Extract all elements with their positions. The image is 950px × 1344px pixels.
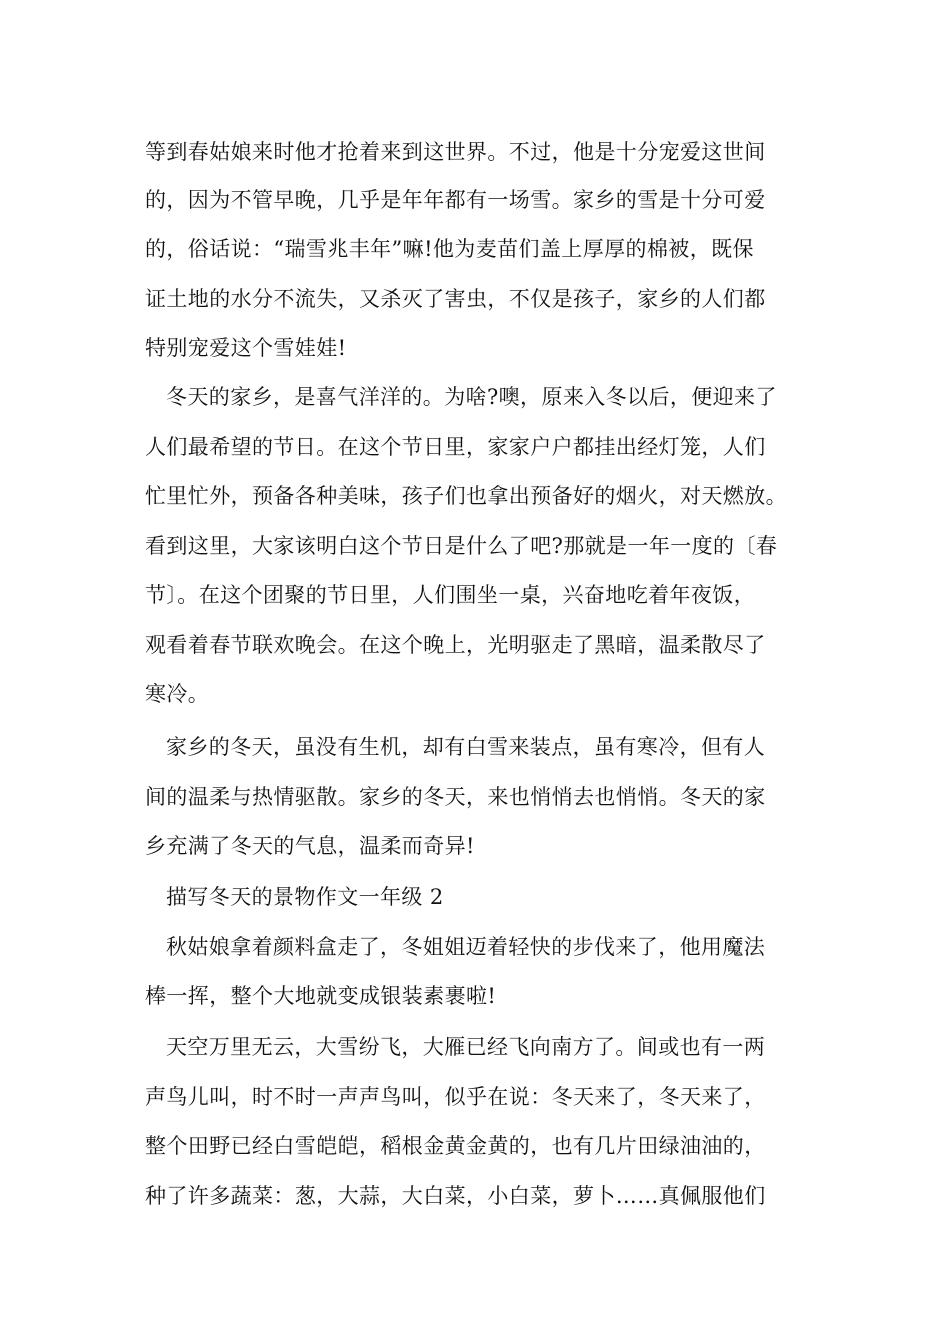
text-line: 家乡的冬天，虽没有生机，却有白雪来装点，虽有寒冷，但有人 xyxy=(166,735,766,759)
text-line: 节〕。在这个团聚的节日里，人们围坐一桌，兴奋地吃着年夜饭， xyxy=(145,583,756,607)
text-line: 整个田野已经白雪皑皑，稻根金黄金黄的，也有几片田绿油油的， xyxy=(145,1134,766,1158)
text-line: 等到春姑娘来时他才抢着来到这世界。不过，他是十分宠爱这世间 xyxy=(145,140,766,164)
text-line: 乡充满了冬天的气息，温柔而奇异! xyxy=(145,834,475,858)
text-line: 看到这里，大家该明白这个节日是什么了吧?那就是一年一度的〔春 xyxy=(145,534,778,558)
text-line: 种了许多蔬菜：葱，大蒜，大白菜，小白菜，萝卜……真佩服他们 xyxy=(145,1184,766,1208)
section-heading: 描写冬天的景物作文一年级 2 xyxy=(166,885,444,909)
text-line: 冬天的家乡，是喜气洋洋的。为啥?噢，原来入冬以后，便迎来了 xyxy=(166,385,777,409)
text-line: 的，因为不管早晚，几乎是年年都有一场雪。家乡的雪是十分可爱 xyxy=(145,188,766,212)
text-line: 忙里忙外，预备各种美味，孩子们也拿出预备好的烟火，对天燃放。 xyxy=(145,484,787,508)
text-line: 间的温柔与热情驱散。家乡的冬天，来也悄悄去也悄悄。冬天的家 xyxy=(145,785,766,809)
text-line: 寒冷。 xyxy=(145,682,210,706)
text-line: 秋姑娘拿着颜料盒走了，冬姐姐迈着轻快的步伐来了，他用魔法 xyxy=(166,935,766,959)
text-line: 声鸟儿叫，时不时一声声鸟叫，似乎在说：冬天来了，冬天来了， xyxy=(145,1085,766,1109)
text-line: 的，俗话说：“瑞雪兆丰年”嘛!他为麦苗们盖上厚厚的棉被，既保 xyxy=(145,237,754,261)
text-line: 特别宠爱这个雪娃娃! xyxy=(145,336,347,360)
text-line: 人们最希望的节日。在这个节日里，家家户户都挂出经灯笼，人们 xyxy=(145,435,766,459)
text-line: 证土地的水分不流失，又杀灭了害虫，不仅是孩子，家乡的人们都 xyxy=(145,287,766,311)
text-line: 观看着春节联欢晚会。在这个晚上，光明驱走了黑暗，温柔散尽了 xyxy=(145,633,766,657)
text-line: 天空万里无云，大雪纷飞，大雁已经飞向南方了。间或也有一两 xyxy=(166,1035,766,1059)
text-line: 棒一挥，整个大地就变成银装素裹啦! xyxy=(145,984,497,1008)
